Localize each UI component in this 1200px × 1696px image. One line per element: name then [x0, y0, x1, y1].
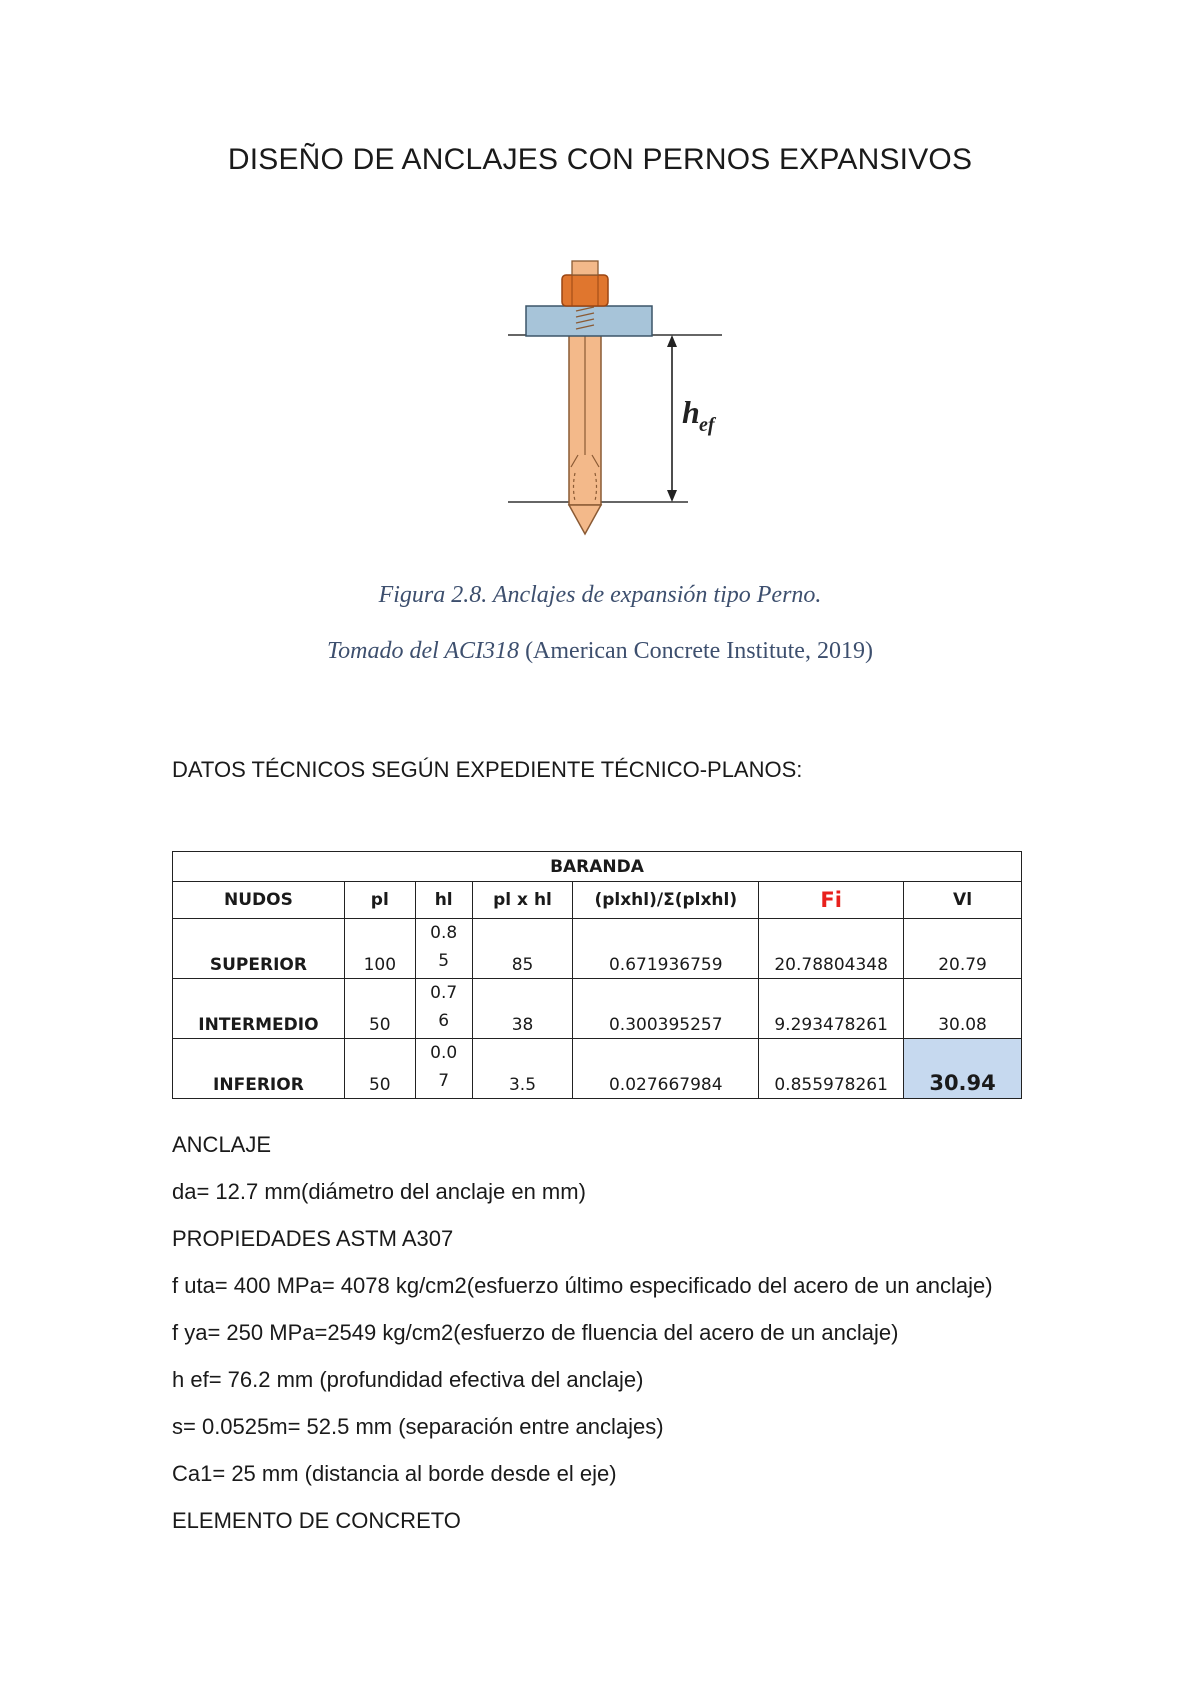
header-cell: pl x hl — [472, 882, 573, 919]
cell-ratio: 0.300395257 — [573, 979, 759, 1039]
ef-subscript: ef — [699, 414, 715, 436]
table-row — [173, 1039, 1022, 1099]
body-text — [172, 1131, 1012, 1554]
source-rest: (American Concrete Institute, 2019) — [519, 638, 873, 664]
cell-plxhl: 85 — [472, 919, 573, 979]
cell-pl: 50 — [344, 979, 415, 1039]
cell-pl: 50 — [344, 1039, 415, 1099]
cell-fi: 0.855978261 — [759, 1039, 904, 1099]
cell-vl: 30.08 — [904, 979, 1022, 1039]
source-italic: Tomado del ACI318 — [327, 638, 520, 664]
cell-plxhl: 38 — [472, 979, 573, 1039]
cell-hl: 0.7 6 — [415, 979, 472, 1039]
h-label: h — [682, 394, 700, 430]
cell-fi: 20.78804348 — [759, 919, 904, 979]
header-cell-fi: Fi — [759, 882, 904, 919]
table-caption: BARANDA — [173, 852, 1022, 882]
cell-plxhl: 3.5 — [472, 1039, 573, 1099]
header-cell: hl — [415, 882, 472, 919]
cell-nudo: INTERMEDIO — [173, 979, 345, 1039]
header-cell: (plxhl)/Σ(plxhl) — [573, 882, 759, 919]
cell-nudo: INFERIOR — [173, 1039, 345, 1099]
body-line: h ef= 76.2 mm (profundidad efectiva del anclaje) — [172, 1367, 644, 1392]
body-line: f ya= 250 MPa=2549 kg/cm2(esfuerzo de fluencia del acero de un anclaje) — [172, 1320, 899, 1345]
baranda-table — [172, 851, 1022, 1099]
cell-vl: 20.79 — [904, 919, 1022, 979]
datos-heading: DATOS TÉCNICOS SEGÚN EXPEDIENTE TÉCNICO-PLANOS: — [172, 757, 803, 782]
page-title: DISEÑO DE ANCLAJES CON PERNOS EXPANSIVOS — [227, 143, 973, 176]
cell-pl: 100 — [344, 919, 415, 979]
nut — [562, 275, 608, 306]
section-label: PROPIEDADES ASTM A307 — [172, 1226, 454, 1251]
cell-hl: 0.0 7 — [415, 1039, 472, 1099]
body-line: f uta= 400 MPa= 4078 kg/cm2(esfuerzo último especificado del acero de un anclaje) — [172, 1273, 993, 1298]
table-row — [173, 919, 1022, 979]
table-header-row — [173, 882, 1022, 919]
figure-source — [0, 638, 1200, 665]
section-label: ANCLAJE — [172, 1132, 272, 1157]
bolt-tip — [569, 505, 601, 534]
cell-vl-highlight: 30.94 — [904, 1039, 1022, 1099]
cell-fi: 9.293478261 — [759, 979, 904, 1039]
cell-nudo: SUPERIOR — [173, 919, 345, 979]
figure-caption: Figura 2.8. Anclajes de expansión tipo Perno. — [378, 582, 822, 608]
header-cell: NUDOS — [173, 882, 345, 919]
header-cell: pl — [344, 882, 415, 919]
section-label: ELEMENTO DE CONCRETO — [172, 1508, 461, 1533]
body-line: s= 0.0525m= 52.5 mm (separación entre anclajes) — [172, 1414, 664, 1439]
body-line: da= 12.7 mm(diámetro del anclaje en mm) — [172, 1179, 586, 1204]
plate — [526, 306, 652, 336]
cell-hl: 0.8 5 — [415, 919, 472, 979]
anchor-bolt-figure — [500, 255, 740, 540]
cell-ratio: 0.671936759 — [573, 919, 759, 979]
table-row — [173, 979, 1022, 1039]
cell-ratio: 0.027667984 — [573, 1039, 759, 1099]
body-line: Ca1= 25 mm (distancia al borde desde el eje) — [172, 1461, 617, 1486]
header-cell: Vl — [904, 882, 1022, 919]
